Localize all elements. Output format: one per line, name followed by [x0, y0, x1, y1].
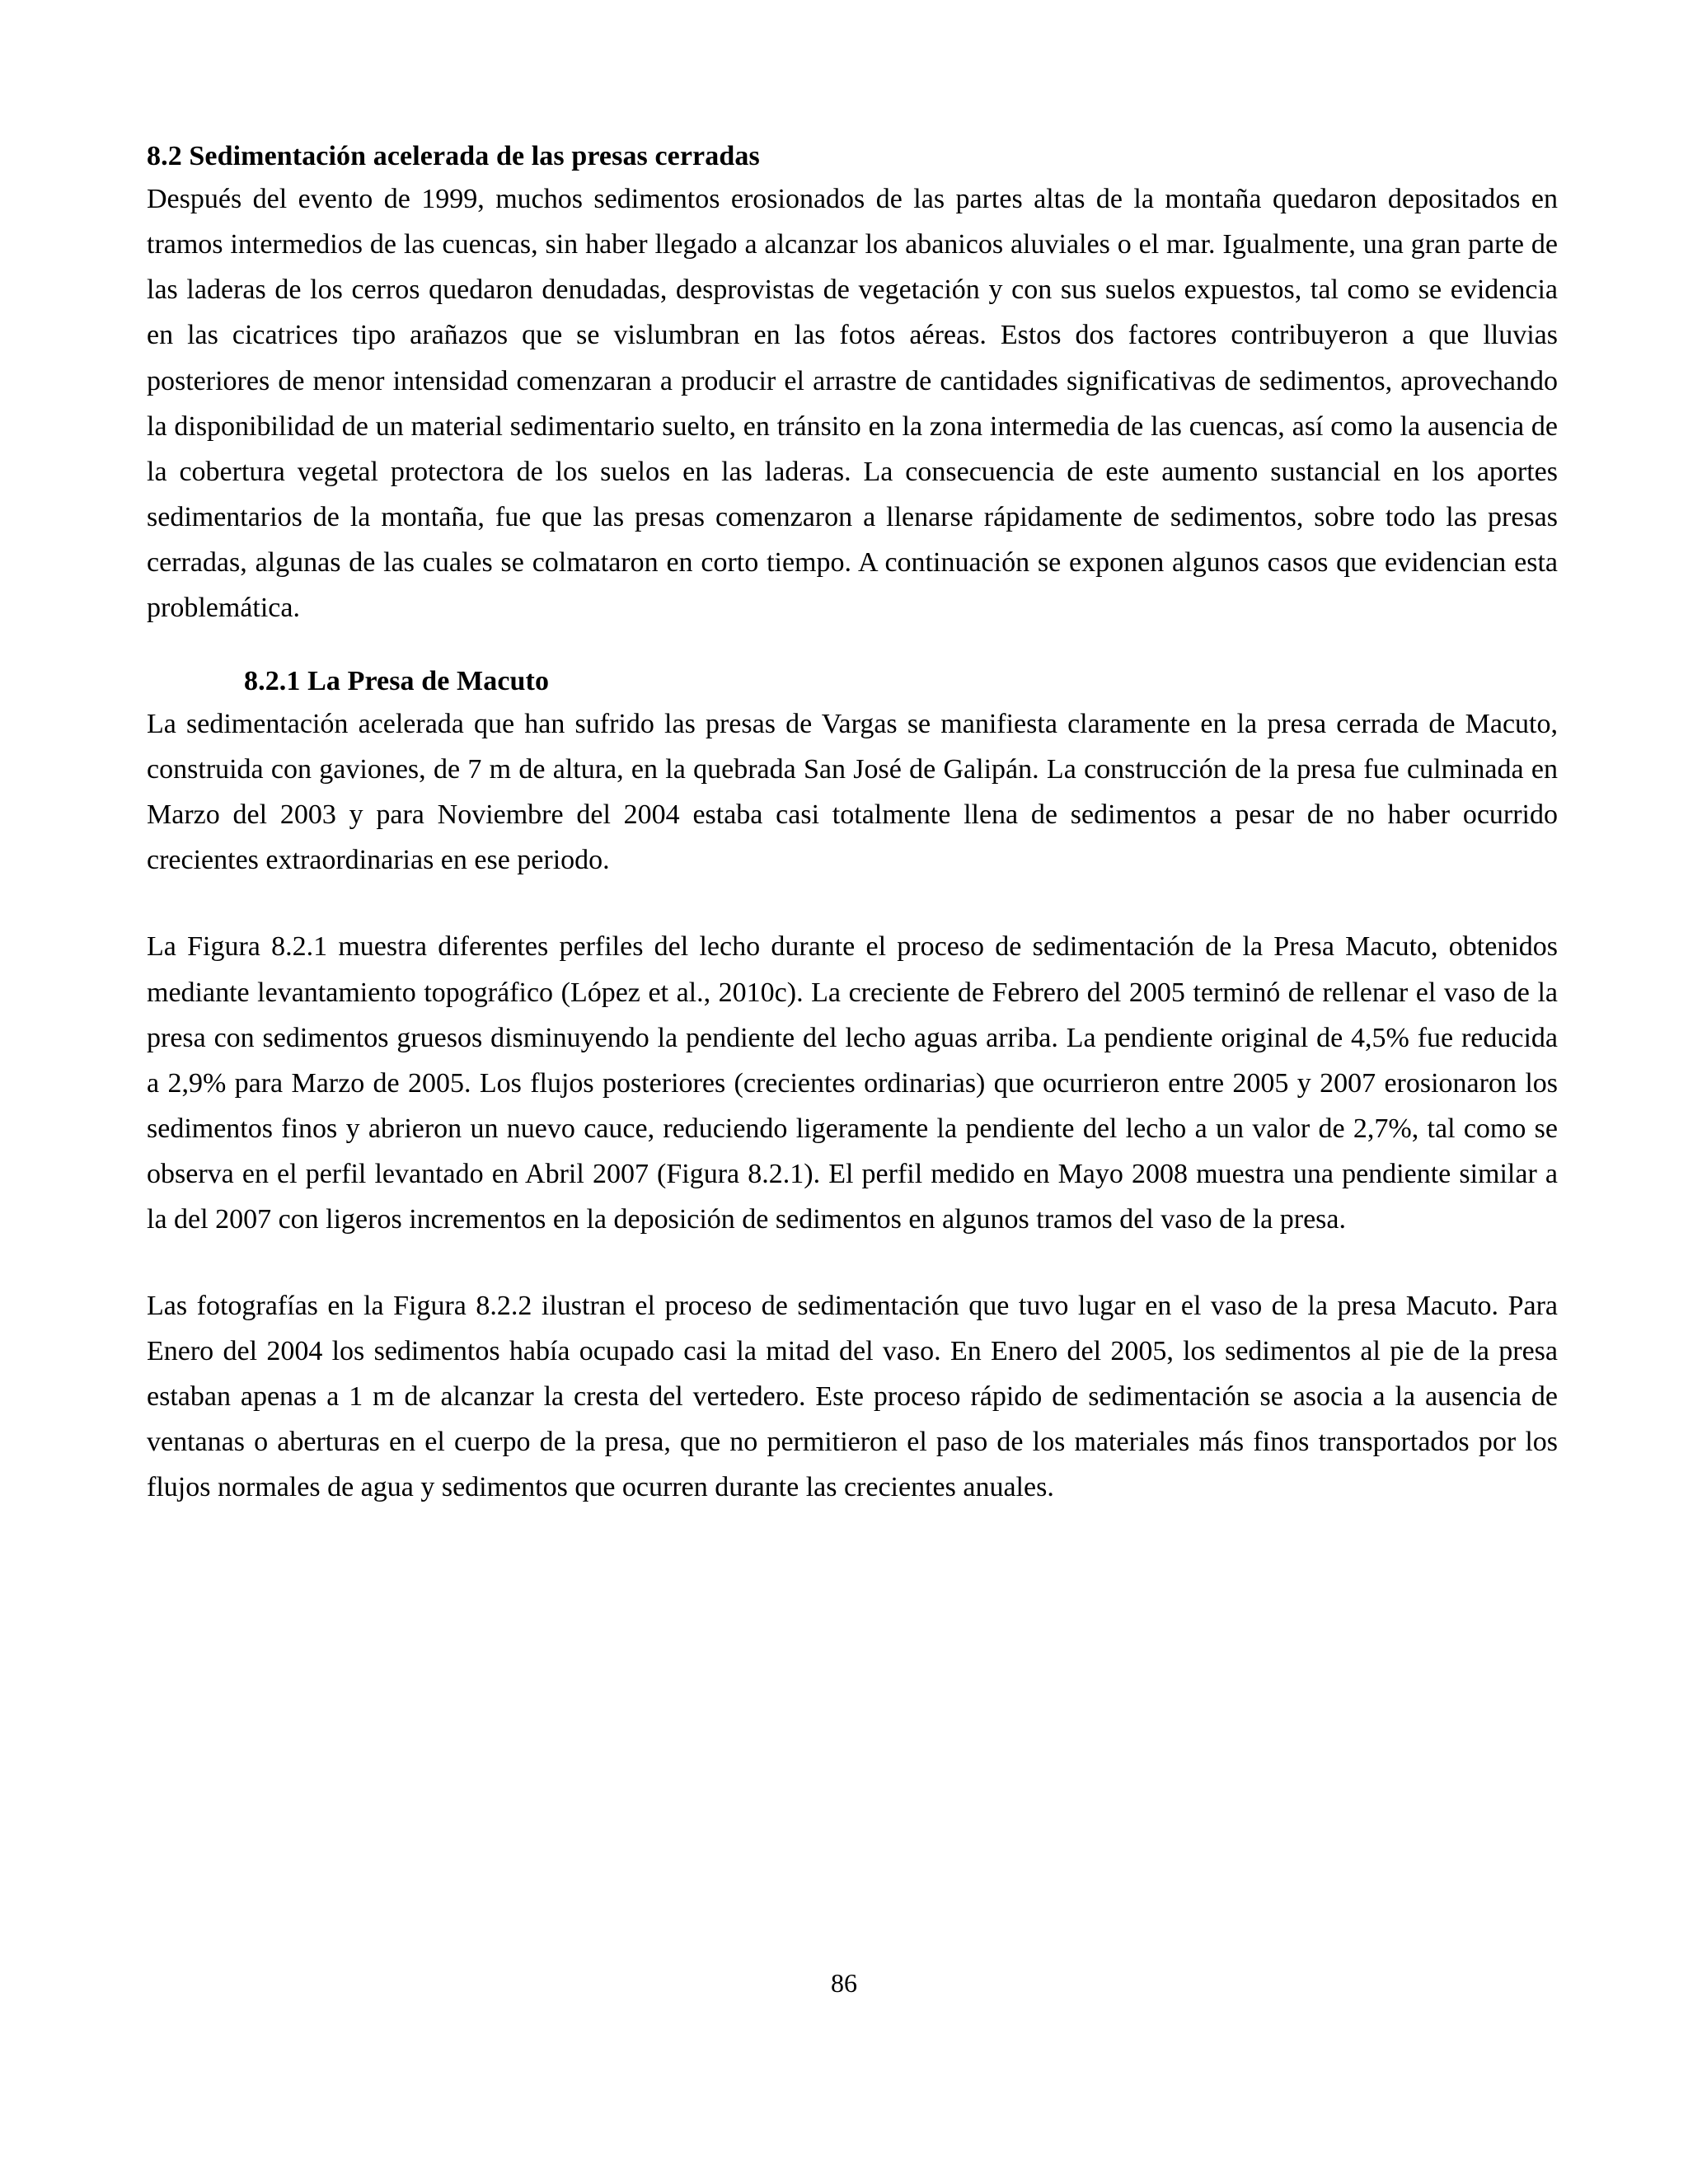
section-heading-8-2: 8.2 Sedimentación acelerada de las presas cerradas [147, 141, 760, 171]
paragraph-sedimentacion-acelerada: Después del evento de 1999, muchos sedimentos erosionados de las partes altas de la montaña quedaron depositados en tramos intermedios de las cuencas, sin haber llegado a alcanzar los abanicos aluviales o el mar. Igualmente, una gran parte de las laderas de los cerros quedaron denudadas, desprovistas de vegetación y con sus suelos expuestos, tal como se evidencia en las cicatrices tipo arañazos que se vislumbran en las fotos aéreas. Estos dos factores contribuyeron a que lluvias posteriores de menor intensidad comenzaran a producir el arrastre de cantidades significativas de sedimentos, aprovechando la disponibilidad de un material sedimentario suelto, en tránsito en la zona intermedia de las cuencas, así como la ausencia de la cobertura vegetal protectora de los suelos en las laderas. La consecuencia de este aumento sustancial en los aportes sedimentarios de la montaña, fue que las presas comenzaron a llenarse rápidamente de sedimentos, sobre todo las presas cerradas, algunas de las cuales se colmataron en corto tiempo. A continuación se exponen algunos casos que evidencian esta problemática. [147, 184, 1558, 623]
paragraph-presa-macuto: La sedimentación acelerada que han sufrido las presas de Vargas se manifiesta claramente en la presa cerrada de Macuto, construida con gaviones, de 7 m de altura, en la quebrada San José de Galipán. La construcción de la presa fue culminada en Marzo del 2003 y para Noviembre del 2004 estaba casi totalmente llena de sedimentos a pesar de no haber ocurrido crecientes extraordinarias en ese periodo. [147, 709, 1558, 876]
paragraph-figura-8-2-2: Las fotografías en la Figura 8.2.2 ilustran el proceso de sedimentación que tuvo lugar en el vaso de la presa Macuto. Para Enero del 2004 los sedimentos había ocupado casi la mitad del vaso. En Enero del 2005, los sedimentos al pie de la presa estaban apenas a 1 m de alcanzar la cresta del vertedero. Este proceso rápido de sedimentación se asocia a la ausencia de ventanas o aberturas en el cuerpo de la presa, que no permitieron el paso de los materiales más finos transportados por los flujos normales de agua y sedimentos que ocurren durante las crecientes anuales. [147, 1291, 1558, 1503]
heading-spacer [147, 630, 1558, 663]
section-heading-8-2-1: 8.2.1 La Presa de Macuto [244, 665, 550, 696]
page-content [147, 138, 1558, 1510]
page-number: 86 [831, 1968, 857, 1998]
paragraph-figura-8-2-1: La Figura 8.2.1 muestra diferentes perfiles del lecho durante el proceso de sedimentación de la Presa Macuto, obtenidos mediante levantamiento topográfico (López et al., 2010c). La creciente de Febrero del 2005 terminó de rellenar el vaso de la presa con sedimentos gruesos disminuyendo la pendiente del lecho aguas arriba. La pendiente original de 4,5% fue reducida a 2,9% para Marzo de 2005. Los flujos posteriores (crecientes ordinarias) que ocurrieron entre 2005 y 2007 erosionaron los sedimentos finos y abrieron un nuevo cauce, reduciendo ligeramente la pendiente del lecho a un valor de 2,7%, tal como se observa en el perfil levantado en Abril 2007 (Figura 8.2.1). El perfil medido en Mayo 2008 muestra una pendiente similar a la del 2007 con ligeros incrementos en la deposición de sedimentos en algunos tramos del vaso de la presa. [147, 931, 1558, 1235]
